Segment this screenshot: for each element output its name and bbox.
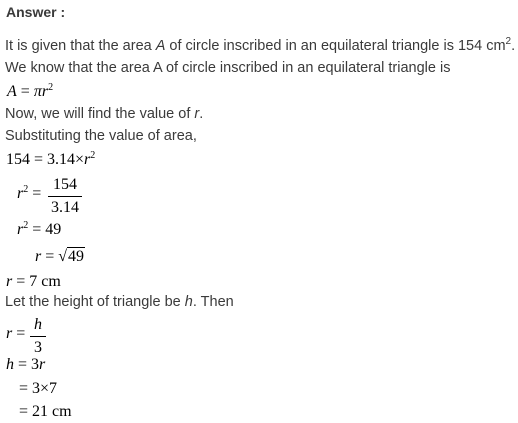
equation-r-value: r = 7 cm bbox=[6, 273, 61, 290]
fraction-h-over-3 bbox=[30, 316, 46, 357]
fraction-154-over-3-14 bbox=[48, 176, 82, 217]
equation-r-height-lhs: r = bbox=[6, 325, 26, 342]
known-statement: We know that the area A of circle inscribed in an equilateral triangle is bbox=[5, 60, 451, 76]
equation-sqrt: r = √49 bbox=[35, 248, 85, 265]
fraction-bar bbox=[48, 196, 82, 197]
equation-r-squared-lhs: $r^2$ = bbox=[17, 184, 42, 202]
equation-r-squared-49: $r^2 = 49$ bbox=[17, 220, 62, 238]
fraction-numerator: h bbox=[34, 316, 42, 333]
equation-3x7: = 3×7 bbox=[19, 380, 58, 397]
answer-heading: Answer : bbox=[6, 4, 66, 20]
find-r-statement: Now, we will find the value of r. bbox=[5, 106, 204, 122]
fraction-numerator: 154 bbox=[53, 176, 77, 193]
equation-substitution: $154 = 3.14\times r^2$ bbox=[6, 150, 96, 168]
equation-h: h = 3r bbox=[6, 356, 46, 373]
area-formula: $A = \pi r^2$ bbox=[7, 82, 54, 100]
equation-21cm: = 21 cm bbox=[19, 403, 72, 420]
fraction-bar bbox=[30, 336, 46, 337]
height-statement: Let the height of triangle be h. Then bbox=[5, 294, 234, 310]
radicand: 49 bbox=[68, 248, 85, 265]
fraction-denominator: 3 bbox=[34, 339, 42, 356]
given-statement: It is given that the area A of circle inscribed in an equilateral triangle is 154 $cm^2$. bbox=[5, 36, 516, 54]
substitute-statement: Substituting the value of area, bbox=[5, 128, 197, 144]
fraction-denominator: 3.14 bbox=[51, 199, 79, 216]
